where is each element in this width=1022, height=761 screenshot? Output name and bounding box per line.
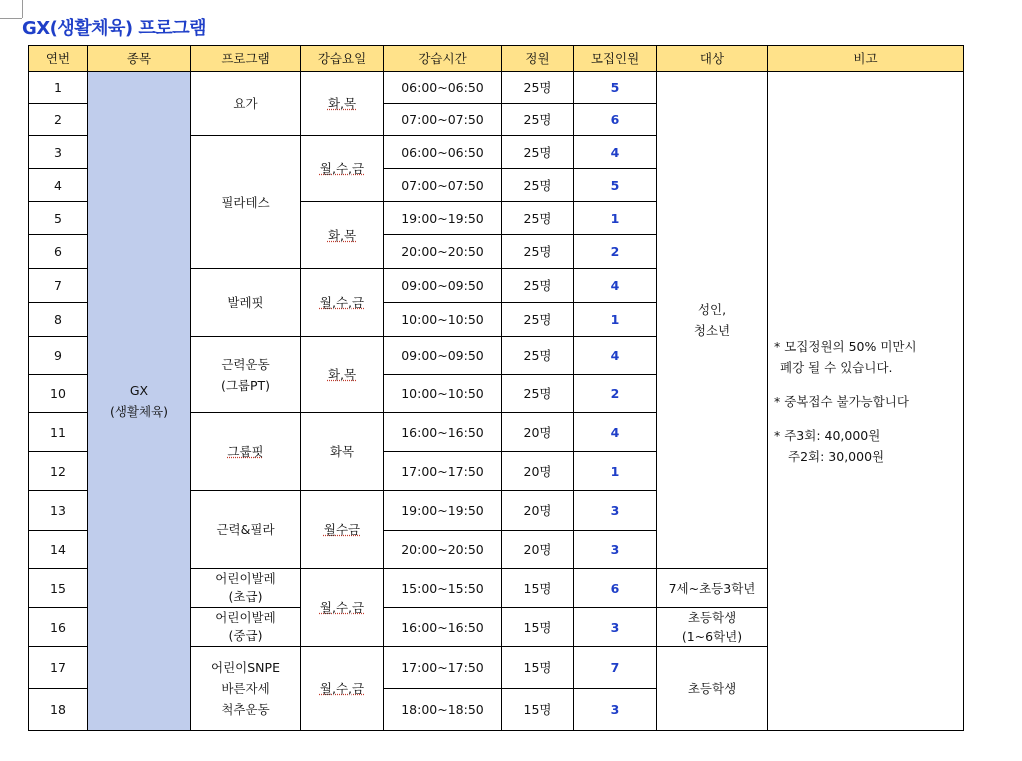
target-cell [657, 72, 768, 569]
enrolled-cell: 3 [574, 608, 657, 647]
row-number: 18 [29, 689, 88, 731]
days-cell [301, 569, 384, 647]
header-program: 프로그램 [191, 46, 301, 72]
capacity-cell: 15명 [502, 569, 574, 608]
target-cell: 7세~초등3학년 [657, 569, 768, 608]
time-cell: 17:00~17:50 [384, 647, 502, 689]
capacity-cell: 25명 [502, 104, 574, 136]
days-text: 화,목 [327, 96, 357, 111]
row-number: 6 [29, 235, 88, 269]
program-line: 어린이발레 [215, 610, 276, 625]
row-number: 15 [29, 569, 88, 608]
capacity-cell: 20명 [502, 531, 574, 569]
row-number: 8 [29, 303, 88, 337]
capacity-cell: 20명 [502, 452, 574, 491]
enrolled-cell: 4 [574, 269, 657, 303]
capacity-cell: 25명 [502, 303, 574, 337]
enrolled-cell: 1 [574, 452, 657, 491]
time-cell: 18:00~18:50 [384, 689, 502, 731]
days-cell [301, 269, 384, 337]
program-cell [191, 569, 301, 608]
row-number: 12 [29, 452, 88, 491]
category-line: GX [129, 383, 149, 398]
capacity-cell: 20명 [502, 413, 574, 452]
capacity-cell: 25명 [502, 337, 574, 375]
notes-cell [768, 72, 964, 731]
program-line: 바른자세 [221, 681, 270, 696]
days-cell [301, 136, 384, 202]
days-text: 월,수,금 [319, 681, 365, 696]
program-cell [191, 647, 301, 731]
note-line: * 중복접수 불가능합니다 [774, 393, 909, 409]
capacity-cell: 25명 [502, 235, 574, 269]
enrolled-cell: 2 [574, 235, 657, 269]
days-cell: 화목 [301, 413, 384, 491]
program-cell: 발레핏 [191, 269, 301, 337]
program-line: (초급) [228, 589, 263, 604]
days-cell [301, 337, 384, 413]
table-row [29, 72, 964, 104]
program-cell [191, 413, 301, 491]
target-cell [657, 608, 768, 647]
header-no: 연번 [29, 46, 88, 72]
enrolled-cell: 4 [574, 413, 657, 452]
note-line: * 주3회: 40,000원 [774, 427, 881, 443]
enrolled-cell: 3 [574, 491, 657, 531]
program-cell [191, 608, 301, 647]
days-text: 화,목 [327, 367, 357, 382]
header-category: 종목 [88, 46, 191, 72]
header-notes: 비고 [768, 46, 964, 72]
program-line: 척추운동 [221, 702, 270, 717]
header-days: 강습요일 [301, 46, 384, 72]
days-cell [301, 202, 384, 269]
enrolled-cell: 7 [574, 647, 657, 689]
header-time: 강습시간 [384, 46, 502, 72]
program-line: 어린이SNPE [211, 660, 280, 675]
row-number: 9 [29, 337, 88, 375]
row-number: 14 [29, 531, 88, 569]
note-item [774, 425, 961, 467]
page-title: GX(생활체육) 프로그램 [22, 18, 206, 39]
time-cell: 16:00~16:50 [384, 608, 502, 647]
note-item [774, 336, 961, 378]
enrolled-cell: 4 [574, 337, 657, 375]
time-cell: 16:00~16:50 [384, 413, 502, 452]
enrolled-cell: 6 [574, 104, 657, 136]
time-cell: 20:00~20:50 [384, 235, 502, 269]
days-text: 월,수,금 [319, 161, 365, 176]
row-number: 13 [29, 491, 88, 531]
enrolled-cell: 3 [574, 689, 657, 731]
enrolled-cell: 5 [574, 72, 657, 104]
capacity-cell: 25명 [502, 72, 574, 104]
capacity-cell: 25명 [502, 169, 574, 202]
days-cell [301, 72, 384, 136]
time-cell: 19:00~19:50 [384, 491, 502, 531]
time-cell: 10:00~10:50 [384, 375, 502, 413]
program-cell: 요가 [191, 72, 301, 136]
program-line: (그룹PT) [220, 377, 271, 393]
time-cell: 15:00~15:50 [384, 569, 502, 608]
time-cell: 07:00~07:50 [384, 169, 502, 202]
capacity-cell: 25명 [502, 202, 574, 235]
page-corner-mark-h [0, 18, 22, 19]
row-number: 5 [29, 202, 88, 235]
target-line: 초등학생 [687, 610, 737, 625]
header-target: 대상 [657, 46, 768, 72]
program-line: (중급) [228, 628, 263, 643]
header-row [29, 46, 964, 72]
program-table [28, 45, 964, 731]
time-cell: 17:00~17:50 [384, 452, 502, 491]
row-number: 1 [29, 72, 88, 104]
time-cell: 09:00~09:50 [384, 269, 502, 303]
days-cell [301, 491, 384, 569]
enrolled-cell: 6 [574, 569, 657, 608]
note-item [774, 391, 961, 412]
enrolled-cell: 1 [574, 202, 657, 235]
program-text: 그룹핏 [227, 444, 264, 459]
target-line: 성인, [697, 302, 727, 317]
target-cell: 초등학생 [657, 647, 768, 731]
program-line: 어린이발레 [215, 571, 276, 586]
row-number: 4 [29, 169, 88, 202]
time-cell: 07:00~07:50 [384, 104, 502, 136]
time-cell: 09:00~09:50 [384, 337, 502, 375]
days-text: 월,수,금 [319, 295, 365, 310]
row-number: 7 [29, 269, 88, 303]
note-line: * 모집정원의 50% 미만시 [774, 338, 917, 354]
capacity-cell: 20명 [502, 491, 574, 531]
note-line: 폐강 될 수 있습니다. [780, 359, 893, 375]
header-enrolled: 모집인원 [574, 46, 657, 72]
note-line: 주2회: 30,000원 [788, 448, 885, 464]
capacity-cell: 15명 [502, 608, 574, 647]
row-number: 11 [29, 413, 88, 452]
program-cell: 필라테스 [191, 136, 301, 269]
category-line: (생활체육) [109, 404, 169, 419]
days-text: 화,목 [327, 227, 357, 243]
capacity-cell: 25명 [502, 375, 574, 413]
enrolled-cell: 5 [574, 169, 657, 202]
capacity-cell: 15명 [502, 647, 574, 689]
capacity-cell: 25명 [502, 136, 574, 169]
capacity-cell: 25명 [502, 269, 574, 303]
days-text: 월,수,금 [319, 600, 365, 615]
time-cell: 20:00~20:50 [384, 531, 502, 569]
time-cell: 06:00~06:50 [384, 136, 502, 169]
row-number: 17 [29, 647, 88, 689]
enrolled-cell: 3 [574, 531, 657, 569]
time-cell: 10:00~10:50 [384, 303, 502, 337]
row-number: 2 [29, 104, 88, 136]
row-number: 16 [29, 608, 88, 647]
enrolled-cell: 2 [574, 375, 657, 413]
days-text: 월수금 [323, 522, 361, 537]
header-capacity: 정원 [502, 46, 574, 72]
time-cell: 06:00~06:50 [384, 72, 502, 104]
category-cell [88, 72, 191, 731]
time-cell: 19:00~19:50 [384, 202, 502, 235]
days-cell [301, 647, 384, 731]
enrolled-cell: 1 [574, 303, 657, 337]
enrolled-cell: 4 [574, 136, 657, 169]
row-number: 3 [29, 136, 88, 169]
program-cell: 근력&필라 [191, 491, 301, 569]
program-line: 근력운동 [221, 356, 270, 372]
program-cell [191, 337, 301, 413]
target-line: (1~6학년) [681, 629, 743, 644]
row-number: 10 [29, 375, 88, 413]
capacity-cell: 15명 [502, 689, 574, 731]
target-line: 청소년 [693, 323, 731, 338]
